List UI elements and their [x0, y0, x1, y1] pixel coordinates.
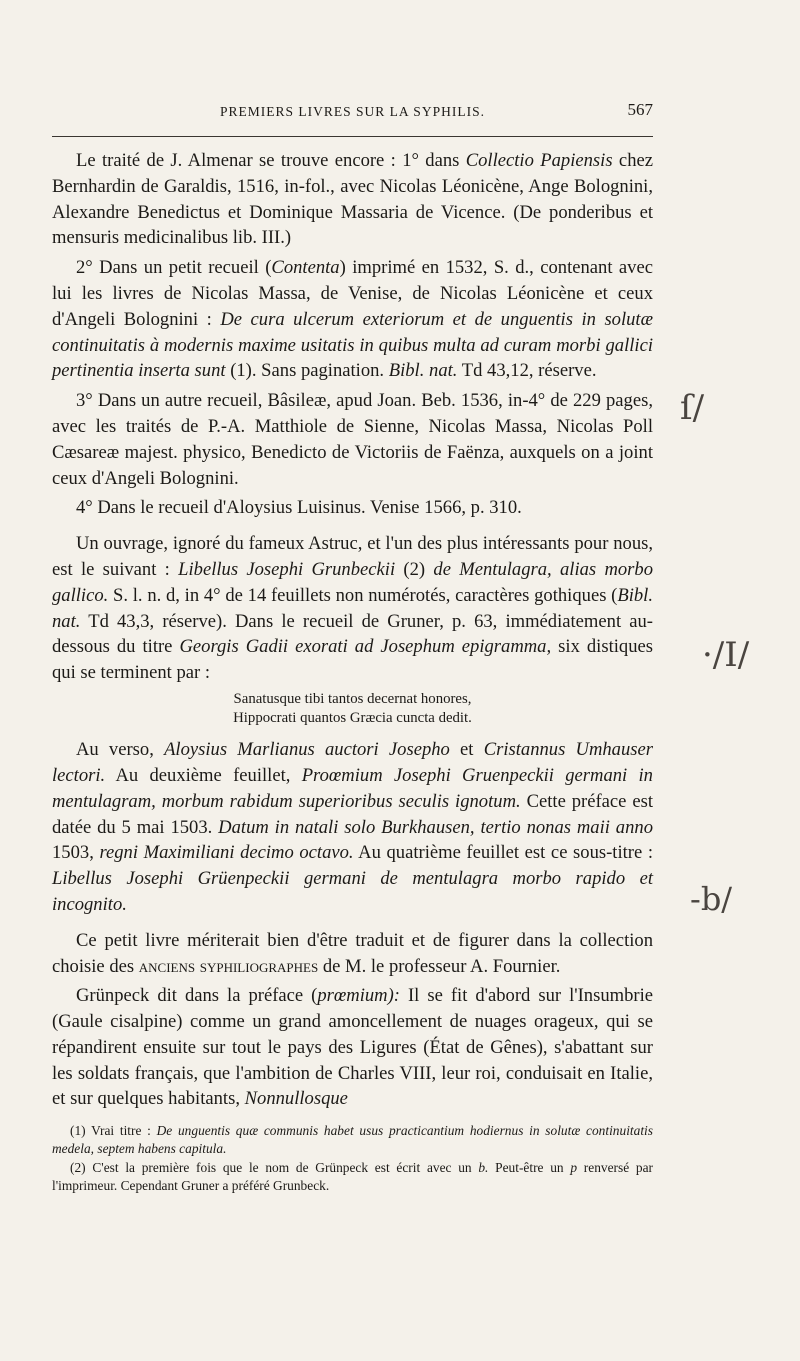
footnote-1: (1) Vrai titre : De unguentis quæ communis habet usus practicantium hodiernus in solutæ continuitatis medela, septem habens capitula. — [52, 1123, 653, 1156]
paragraph-grunbeck: Un ouvrage, ignoré du fameux Astruc, et l'un des plus intéressants pour nous, est le suivant : Libellus Josephi Grunbeckii (2) de Mentulagra, alias morbo gallico. S. l. n. d, in 4° de 14 feuillets non numérotés, caractères gothiques (Bibl. nat. Td 43,3, réserve). Dans le recueil de Gruner, p. 63, immédiatement au-dessous du titre Georgis Gadii exorati ad Josephum epigramma, six distiques qui se terminent par : — [52, 533, 654, 684]
paragraph-proemium: Grünpeck dit dans la préface (prœmium): Il se fit d'abord sur l'Insumbrie (Gaule cisalpine) comme un grand amoncellement de nuages orageux, qui se répandirent ensuite sur tout le pays des Ligures (État de Gênes), s'abattant sur les soldats français, que l'ambition de Charles VIII, leur roi, conduisait en Italie, et sur quelques habitants, Nonnullosque — [52, 985, 653, 1110]
page-number: 567 — [627, 100, 653, 119]
running-title: PREMIERS LIVRES SUR LA SYPHILIS. — [220, 104, 485, 119]
footnote-2: (2) C'est la première fois que le nom de Grünpeck est écrit avec un b. Peut-être un p renversé par l'imprimeur. Cependant Gruner a préféré Grunbeck. — [52, 1160, 653, 1193]
page-header — [52, 100, 653, 130]
verse-line: Sanatusque tibi tantos decernat honores, — [233, 690, 472, 707]
paragraph-basileae: 3° Dans un autre recueil, Bâsileæ, apud Joan. Beb. 1536, in-4° de 229 pages, avec les traités de P.-A. Matthiole de Sienne, Nicolas Massa, Nicolas Poll Cæsareæ majest. physico, Benedicto de Victoriis de Faënza, auxquels on a joint ceux d'Angeli Bolognini. — [52, 390, 653, 489]
paragraph-petit-livre: Ce petit livre mériterait bien d'être traduit et de figurer dans la collection choisie des anciens syphiliographes de M. le professeur A. Fournier. — [52, 929, 653, 977]
text-body — [52, 148, 653, 1196]
margin-correction-mark: ſ/ — [680, 388, 705, 428]
paragraph-almenar: Le traité de J. Almenar se trouve encore : 1° dans Collectio Papiensis chez Bernhardin de Garaldis, 1516, in-fol., avec Nicolas Léonicène, Ange Bolognini, Alexandre Benedictus et Dominique Massaria de Vicence. (De ponderibus et mensuris medicinalibus lib. III.) — [52, 150, 653, 249]
margin-correction-mark: -b/ — [690, 880, 733, 918]
verse-line: Hippocrati quantos Græcia cuncta dedit. — [233, 709, 472, 726]
verse-quote — [52, 690, 653, 727]
paragraph-verso: Au verso, Aloysius Marlianus auctori Josepho et Cristannus Umhauser lectori. Au deuxième feuillet, Proœmium Josephi Gruenpeckii germani in mentulagram, morbum rabidum superioribus seculis ignotum. Cette préface est datée du 5 mai 1503. Datum in natali solo Burkhausen, tertio nonas maii anno 1503, regni Maximiliani decimo octavo. Au quatrième feuillet est ce sous-titre : Libellus Josephi Grüenpeckii germani de mentulagra morbo rapido et incognito. — [52, 739, 654, 915]
header-rule — [52, 136, 653, 137]
margin-correction-mark: ·/I/ — [702, 635, 750, 675]
footnotes — [52, 1122, 653, 1194]
paragraph-luisinus: 4° Dans le recueil d'Aloysius Luisinus. Venise 1566, p. 310. — [76, 497, 522, 519]
paragraph-contenta: 2° Dans un petit recueil (Contenta) imprimé en 1532, S. d., contenant avec lui les livres de Nicolas Massa, de Venise, de Nicolas Léonicène et ceux d'Angeli Bolognini : De cura ulcerum exteriorum et de unguentis in solutæ continuitatis à modernis maxime usitatis in quibus multa ad curam morbi gallici pertinentia inserta sunt (1). Sans pagination. Bibl. nat. Td 43,12, réserve. — [52, 257, 654, 382]
